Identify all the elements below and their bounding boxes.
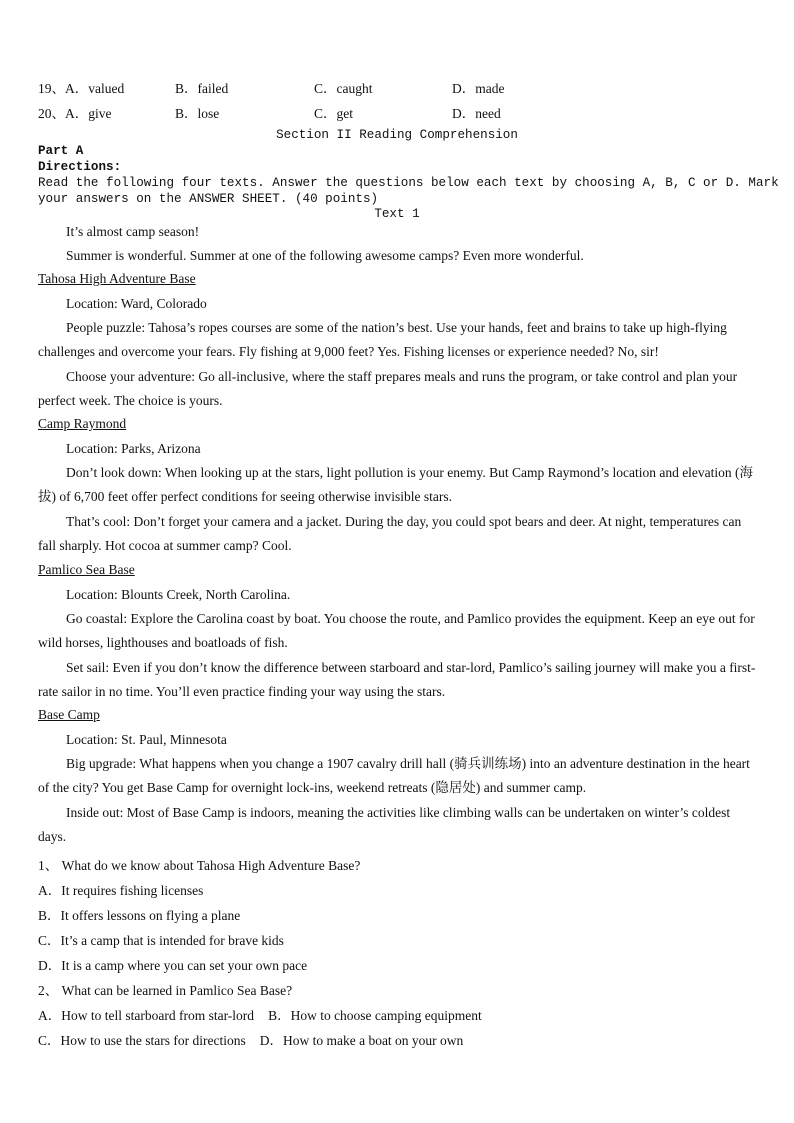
camp-heading-tahosa: Tahosa High Adventure Base (38, 271, 196, 286)
text-title: Text 1 (374, 207, 420, 221)
intro-line-1: It’s almost camp season! (66, 224, 200, 239)
question-2-option-a: A．How to tell starboard from star-lord (38, 1008, 255, 1023)
camp-heading-raymond: Camp Raymond (38, 416, 127, 431)
camp-location-raymond: Location: Parks, Arizona (66, 441, 201, 456)
q20-option-d: D．need (452, 106, 501, 121)
q19-option-d: D．made (452, 81, 505, 96)
question-2-option-b: B．How to choose camping equipment (268, 1008, 482, 1023)
camp-paragraph-base-camp-1: Big upgrade: What happens when you change a 1907 cavalry drill hall (骑兵训练场) into an adventure destination in the heart of the city? You get Base Camp for overnight lock-ins, weekend retreats (隐居处) and summer camp. (38, 756, 750, 796)
question-2-option-c: C．How to use the stars for directions (38, 1033, 246, 1048)
directions-label: Directions: (38, 160, 122, 174)
question-1-option-c: C．It’s a camp that is intended for brave kids (38, 933, 284, 948)
question-1-stem: 1、 What do we know about Tahosa High Adventure Base? (38, 858, 361, 873)
camp-paragraph-raymond-1: Don’t look down: When looking up at the stars, light pollution is your enemy. But Camp Raymond’s location and elevation (海拔) of 6,700 feet offer perfect conditions for seeing otherwise invisible stars. (38, 465, 754, 505)
question-2-stem: 2、 What can be learned in Pamlico Sea Base? (38, 983, 293, 998)
question-1-option-b: B．It offers lessons on flying a plane (38, 908, 241, 923)
camp-paragraph-tahosa-2: Choose your adventure: Go all-inclusive, where the staff prepares meals and runs the program, or take control and plan your perfect week. The choice is yours. (38, 369, 738, 409)
question-2-option-d: D．How to make a boat on your own (259, 1033, 464, 1048)
q20-option-a: 20、A．give (38, 106, 112, 121)
q20-option-b: B．lose (175, 106, 220, 121)
camp-heading-base-camp: Base Camp (38, 707, 100, 722)
directions-line-1: Read the following four texts. Answer the questions below each text by choosing A, B, C or D. Mark (38, 176, 779, 190)
q19-option-b: B．failed (175, 81, 229, 96)
question-20-options (38, 102, 758, 122)
question-2-options-row-1 (38, 1004, 482, 1024)
q20-option-c: C．get (314, 106, 353, 121)
question-19-options (38, 77, 758, 97)
camp-heading-pamlico: Pamlico Sea Base (38, 562, 135, 577)
camp-location-tahosa: Location: Ward, Colorado (66, 296, 207, 311)
camp-paragraph-base-camp-2: Inside out: Most of Base Camp is indoors, meaning the activities like climbing walls can be undertaken on winter’s coldest days. (38, 805, 731, 845)
camp-location-pamlico: Location: Blounts Creek, North Carolina. (66, 587, 291, 602)
directions-line-2: your answers on the ANSWER SHEET. (40 points) (38, 192, 379, 206)
q19-option-c: C．caught (314, 81, 373, 96)
camp-paragraph-pamlico-1: Go coastal: Explore the Carolina coast by boat. You choose the route, and Pamlico provides the equipment. Keep an eye out for wild horses, lighthouses and boatloads of fish. (38, 611, 755, 651)
camp-location-base-camp: Location: St. Paul, Minnesota (66, 732, 227, 747)
camp-paragraph-tahosa-1: People puzzle: Tahosa’s ropes courses are some of the nation’s best. Use your hands, feet and brains to take up high-flying challenges and overcome your fears. Fly fishing at 9,000 feet? Yes. Fishing licenses or experience needed? No, sir! (38, 320, 727, 360)
intro-line-2: Summer is wonderful. Summer at one of the following awesome camps? Even more wonderful. (66, 248, 584, 263)
camp-paragraph-pamlico-2: Set sail: Even if you don’t know the difference between starboard and star-lord, Pamlico’s sailing journey will make you a first-rate sailor in no time. You’ll even practice finding your way using the stars. (38, 660, 756, 700)
q19-option-a: 19、A．valued (38, 81, 125, 96)
question-1-option-d: D．It is a camp where you can set your own pace (38, 958, 308, 973)
section-title: Section II Reading Comprehension (276, 128, 518, 142)
camp-paragraph-raymond-2: That’s cool: Don’t forget your camera and a jacket. During the day, you could spot bears and deer. At night, temperatures can fall sharply. Hot cocoa at summer camp? Cool. (38, 514, 742, 554)
part-label: Part A (38, 144, 84, 158)
question-1-option-a: A．It requires fishing licenses (38, 883, 204, 898)
question-2-options-row-2 (38, 1029, 463, 1049)
